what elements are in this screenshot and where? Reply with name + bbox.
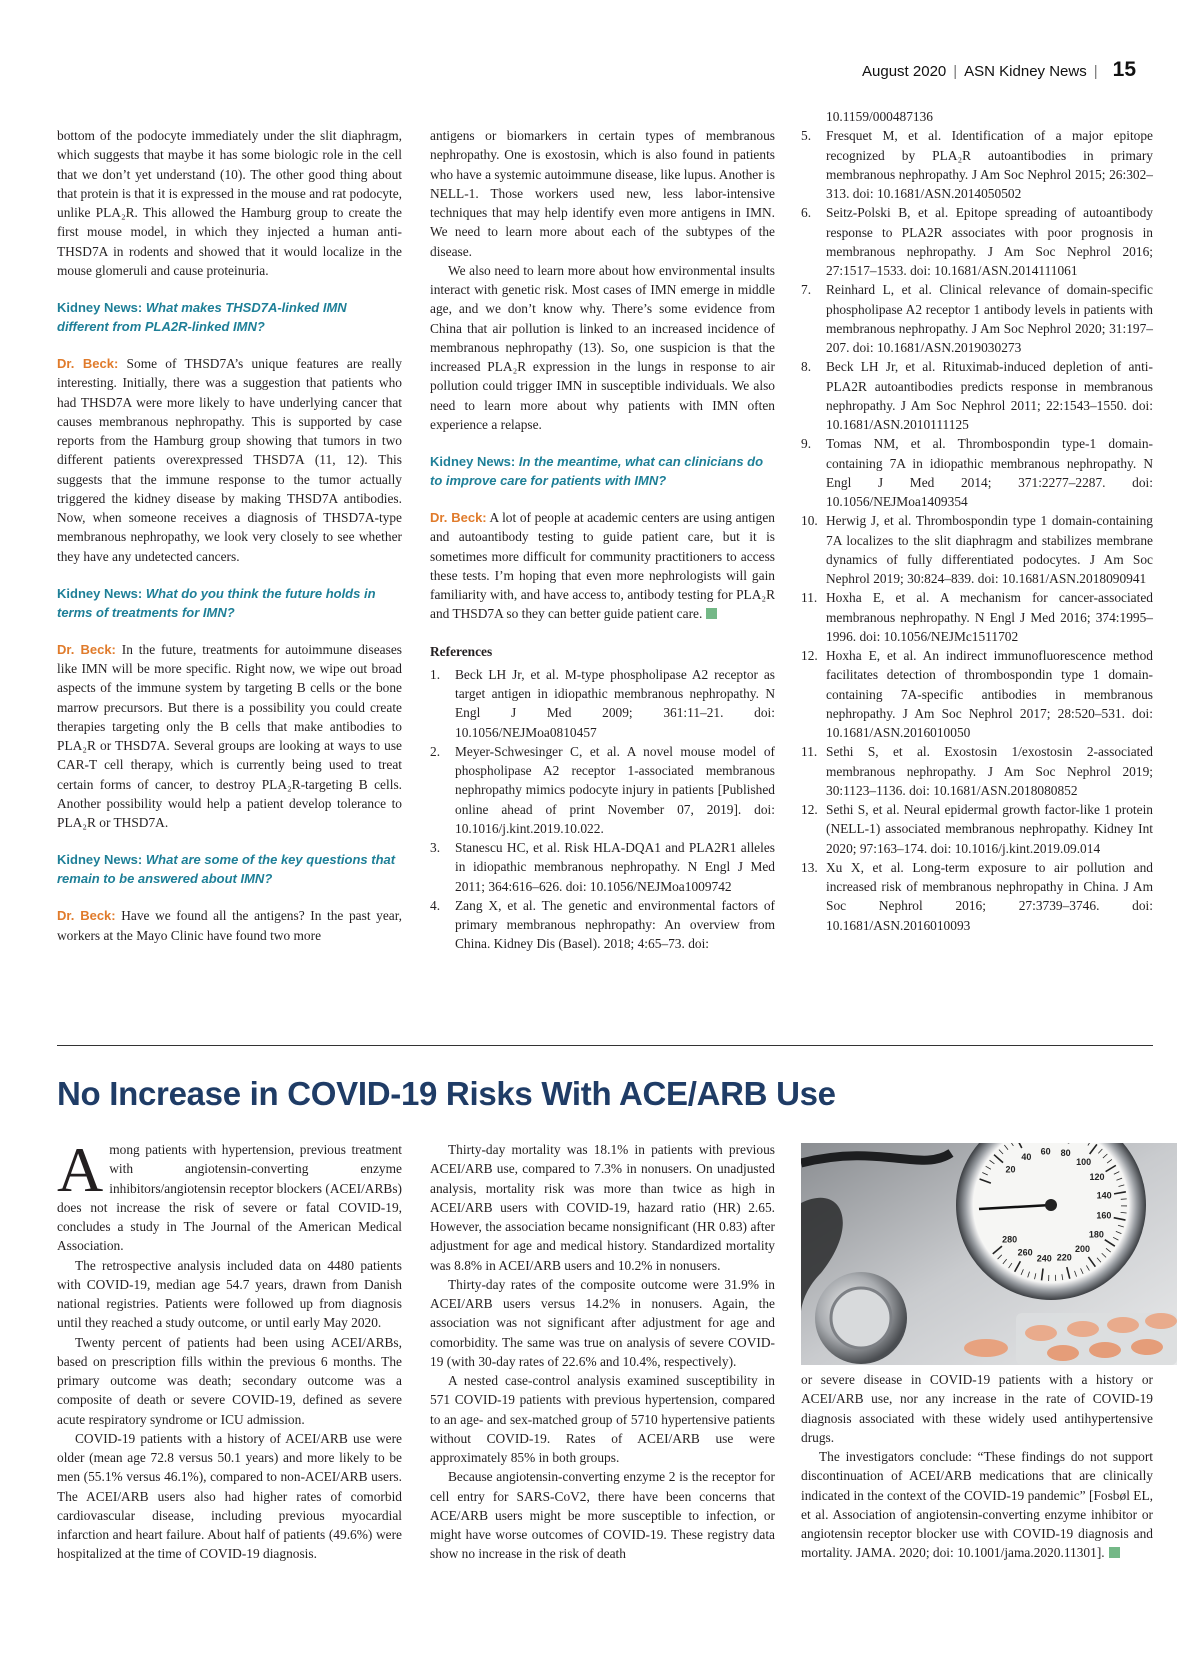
gauge-label: 60 — [1040, 1146, 1051, 1157]
gauge-label: 120 — [1089, 1171, 1105, 1182]
reference-item — [430, 838, 775, 896]
reference-continuation: 10.1159/000487136 — [826, 109, 934, 124]
speaker-label: Dr. Beck: — [57, 356, 119, 371]
reference-number: 1. — [430, 666, 441, 682]
references-list-part-1 — [430, 665, 775, 954]
reference-text: Herwig J, et al. Thrombospondin type 1 domain-containing 7A localizes to the slit diaphragm and stabilizes membrane dynamics of fully differentiated podocytes. J Am Soc Nephrol 2019; 30:824–839. doi: 10.1681/ASN.2018090941 — [826, 513, 1153, 586]
body-paragraph: Thirty-day mortality was 18.1% in patients with previous ACEI/ARB use, compared to 7.3% in nonusers. On unadjusted analysis, mortality risk was more than twice as high in ACEI/ARB users with COVID-19, hazard ratio (HR) 2.65. However, the association became nonsignificant (HR 0.83) after adjustment for age and medical history. Standardized mortality was 8.8% in ACEI/ARB users and 10.2% in nonusers. — [430, 1142, 775, 1273]
reference-number: 4. — [430, 897, 441, 913]
reference-item — [801, 203, 1153, 280]
references-list-part-2 — [801, 126, 1153, 935]
interview-question — [57, 584, 402, 622]
reference-item — [801, 126, 1153, 203]
lead-paragraph — [57, 1134, 402, 1256]
reference-number: 12. — [801, 648, 818, 663]
question-text: What do you think the future holds in terms of treatments for IMN? — [57, 585, 376, 620]
reference-text: Hoxha E, et al. A mechanism for cancer-associated membranous nephropathy. N Engl J Med 2016; 374:1995–1996. doi: 10.1056/NEJMc1511702 — [826, 590, 1153, 644]
question-prefix: Kidney News: — [57, 585, 143, 601]
page-header — [862, 58, 1136, 82]
pill — [1131, 1339, 1163, 1355]
reference-item — [801, 280, 1153, 357]
interview-answer — [57, 640, 402, 833]
question-prefix: Kidney News: — [57, 852, 143, 868]
reference-number: 12. — [801, 802, 818, 817]
reference-number: 6. — [801, 205, 812, 221]
reference-text: Meyer-Schwesinger C, et al. A novel mouse model of phospholipase A2 receptor 1-associated membranous nephropathy mimics podocyte injury in patients [Published online ahead of print November 07, 2019]. doi: 10.1016/j.kint.2019.10.022. — [455, 743, 775, 836]
article1-column-2 — [430, 126, 775, 954]
question-prefix: Kidney News: — [57, 300, 143, 315]
pill — [1107, 1317, 1139, 1333]
reference-number: 9. — [801, 436, 812, 452]
interview-answer — [430, 508, 775, 624]
reference-item — [801, 357, 1153, 434]
body-paragraph: Thirty-day rates of the composite outcome were 31.9% in ACEI/ARB users versus 14.2% in nonusers. Again, the association was not significant after adjustment for age and comorbidity. The same was true on analysis of severe COVID-19 (with 30-day rates of 22.6% and 10.4%, respectively). — [430, 1276, 775, 1369]
article1-column-3 — [801, 109, 1153, 935]
reference-item — [430, 896, 775, 954]
answer-text: Have we found all the antigens? In the past year, workers at the Mayo Clinic have found two more — [57, 908, 402, 943]
gauge-label: 100 — [1076, 1156, 1092, 1167]
gauge-label: 40 — [1021, 1151, 1032, 1162]
question-text: What makes THSD7A-linked IMN different from PLA2R-linked IMN? — [57, 300, 347, 334]
answer-text: A lot of people at academic centers are using antigen and autoantibody testing to guide patient care, but it is sometimes more difficult for community practitioners to access these tests. I’m hoping that even more nephrologists will gain familiarity with, and have access to, antibody testing for PLA₂R and THSD7A so they can better guide patient care. — [430, 510, 775, 622]
gauge-hub — [1045, 1199, 1057, 1211]
body-paragraph: Twenty percent of patients had been using ACEI/ARBs, based on prescription fills within the previous 6 months. The primary outcome was death; secondary outcome was a composite of death or severe COVID-19, defined as severe acute respiratory syndrome or ICU admission. — [57, 1334, 402, 1427]
article-title: No Increase in COVID-19 Risks With ACE/ARB Use — [57, 1075, 836, 1112]
header-separator: | — [1093, 63, 1098, 80]
conclusion-text: The investigators conclude: “These findings do not support discontinuation of ACEI/ARB medications that are clinically indicated in the context of the COVID-19 pandemic” [Fosbøl EL, et al. Association of angiotensin-converting enzyme inhibitor or angiotensin receptor blocker use with COVID-19 diagnosis and mortality. JAMA. 2020; doi: 10.1001/jama.2020.11301]. — [801, 1449, 1153, 1561]
reference-number: 8. — [801, 359, 812, 375]
interview-question — [57, 850, 402, 888]
speaker-label: Dr. Beck: — [57, 641, 116, 657]
article2-column-3 — [801, 1370, 1153, 1563]
answer-text: Some of THSD7A’s unique features are really interesting. Initially, there was a suggestion that patients who had THSD7A were more likely to have underlying cancer that causes membranous nephropathy. This is supported by case reports from the Hamburg group showing that tumors in two different patients overexpressed THSD7A (11, 12). This suggests that the immune response to the tumor actually triggered the kidney disease by making THSD7A antibodies. Now, when someone receives a diagnosis of THSD7A-type membranous nephropathy, we look very closely to see whether they have any undetected cancers. — [57, 356, 402, 564]
gauge-label: 140 — [1096, 1190, 1112, 1201]
article1-column-1 — [57, 126, 402, 945]
interview-question — [57, 298, 402, 336]
section-divider — [57, 1045, 1153, 1046]
reference-text: Beck LH Jr, et al. M-type phospholipase A2 receptor as target antigen in idiopathic membranous nephropathy. N Engl J Med 2009; 361:11–21. doi: 10.1056/NEJMoa0810457 — [455, 666, 775, 740]
body-paragraph: The retrospective analysis included data on 4480 patients with COVID-19, median age 54.7 years, drawn from Danish national registries. Patients were followed up from diagnosis until they reached a study outcome, or until early May 2020. — [57, 1257, 402, 1331]
reference-text: Beck LH Jr, et al. Rituximab-induced depletion of anti-PLA2R autoantibodies predicts response in membranous nephropathy. J Am Soc Nephrol 2011; 22:1543–1550. doi: 10.1681/ASN.2010111125 — [826, 359, 1153, 432]
reference-item — [801, 858, 1153, 935]
page-number: 15 — [1112, 58, 1136, 81]
lead-text: mong patients with hypertension, previous treatment with angiotensin-converting enzyme inhibitors/angiotensin receptor blockers (ACEI/ARBs) does not increase the risk of severe or fatal COVID-19, concludes a study in The Journal of the American Medical Association. — [57, 1142, 402, 1254]
reference-item — [801, 646, 1153, 742]
pill — [1145, 1313, 1177, 1329]
body-paragraph: or severe disease in COVID-19 patients with a history or ACEI/ARB use, nor any increase in the rate of COVID-19 diagnosis associated with these widely used antihypertensive drugs. — [801, 1372, 1153, 1445]
interview-question — [430, 452, 775, 490]
body-paragraph: We also need to learn more about how environmental insults interact with genetic risk. Most cases of IMN emerge in middle age, and we don’t know why. There’s some evidence from China that air pollution is linked to an increased incidence of membranous nephropathy (13). So, one suspicion is that the increased PLA₂R expression in the lungs in response to air pollution could trigger IMN in susceptible individuals. We also need to learn more about why patients with IMN often experience a relapse. — [430, 262, 775, 432]
drop-cap: A — [57, 1134, 104, 1205]
reference-number: 11. — [801, 744, 818, 760]
reference-text: Seitz-Polski B, et al. Epitope spreading of autoantibody response to PLA2R associates with poor prognosis in membranous nephropathy. J Am Soc Nephrol 2016; 27:1517–1533. doi: 10.1681/ASN.2014111061 — [826, 205, 1153, 278]
gauge-label: 20 — [1005, 1164, 1016, 1175]
gauge-label: 220 — [1056, 1252, 1072, 1263]
gauge-label: 280 — [1002, 1234, 1018, 1245]
reference-number: 5. — [801, 128, 812, 144]
reference-text: Sethi S, et al. Neural epidermal growth factor-like 1 protein (NELL-1) associated membranous nephropathy. Kidney Int 2020; 97:163–174. doi: 10.1016/j.kint.2019.09.014 — [826, 802, 1153, 856]
gauge-label: 180 — [1088, 1229, 1104, 1240]
reference-item — [430, 665, 775, 742]
reference-text: Xu X, et al. Long-term exposure to air pollution and increased risk of membranous nephropathy in China. J Am Soc Nephrol 2016; 27:3739–3746. doi: 10.1681/ASN.2016010093 — [826, 859, 1153, 933]
end-of-article-mark — [1109, 1547, 1120, 1558]
body-paragraph: Because angiotensin-converting enzyme 2 is the receptor for cell entry for SARS-CoV2, there have been concerns that ACE/ARB users might be more susceptible to infection, or might have worse outcomes of COVID-19. These registry data show no increase in the risk of death — [430, 1469, 775, 1562]
reference-text: Zang X, et al. The genetic and environmental factors of primary membranous nephropathy: An overview from China. Kidney Dis (Basel). 2018; 4:65–73. doi: — [455, 897, 775, 952]
references-heading: References — [430, 643, 493, 659]
reference-text: Fresquet M, et al. Identification of a major epitope recognized by PLA₂R autoantibodies in primary membranous nephropathy. J Am Soc Nephrol 2015; 26:302–313. doi: 10.1681/ASN.2014050502 — [826, 128, 1153, 201]
speaker-label: Dr. Beck: — [57, 908, 116, 924]
gauge-label: 80 — [1060, 1148, 1071, 1159]
stethoscope-diaphragm — [831, 1288, 891, 1348]
body-paragraph: bottom of the podocyte immediately under the slit diaphragm, which suggests that maybe it has some biologic role in the cell that we don’t yet understand (10). The other good thing about that protein is that it is expressed in the mouse and rat podocyte, unlike PLA₂R. This allowed the Hamburg group to create the first mouse model, in which they injected a human anti-THSD7A in rodents and showed that it would localize in the mouse glomeruli and cause proteinuria. — [57, 128, 402, 278]
gauge-label: 160 — [1096, 1210, 1112, 1221]
reference-number: 3. — [430, 840, 441, 855]
photo-blood-pressure-gauge — [801, 1143, 1177, 1365]
gauge-label: 260 — [1017, 1247, 1033, 1258]
reference-item — [801, 434, 1153, 511]
reference-text: Sethi S, et al. Exostosin 1/exostosin 2-associated membranous nephropathy. J Am Soc Nephrol 2019; 30:1123–1136. doi: 10.1681/ASN.2018080852 — [826, 744, 1153, 798]
header-separator: | — [953, 63, 958, 80]
end-of-article-mark — [706, 608, 717, 619]
body-paragraph: COVID-19 patients with a history of ACEI/ARB use were older (mean age 72.8 versus 50.1 years) and more likely to be men (55.1% versus 46.1%), compared to non-ACEI/ARB users. The ACEI/ARB users also had higher rates of comorbid cardiovascular disease, including previous myocardial infarction and heart failure. About half of patients (49.6%) were hospitalized at the time of COVID-19 diagnosis. — [57, 1430, 402, 1562]
issue-date: August 2020 — [862, 63, 947, 80]
question-text: In the meantime, what can clinicians do to improve care for patients with IMN? — [430, 454, 764, 488]
reference-text: Hoxha E, et al. An indirect immunofluorescence method facilitates detection of thrombospondin type 1 domain-containing 7A-specific antibodies in membranous nephropathy. J Am Soc Nephrol 2017; 28:520–531. doi: 10.1681/ASN.2016010050 — [826, 648, 1153, 740]
gauge-label: 200 — [1075, 1243, 1091, 1254]
reference-text: Stanescu HC, et al. Risk HLA-DQA1 and PLA2R1 alleles in idiopathic membranous nephropathy. N Engl J Med 2011; 364:616–626. doi: 10.1056/NEJMoa1009742 — [455, 840, 775, 894]
reference-item — [801, 742, 1153, 800]
reference-text: Reinhard L, et al. Clinical relevance of domain-specific phospholipase A2 receptor 1 antibody levels in patients with membranous nephropathy. J Am Soc Nephrol 2020; 31:197–207. doi: 10.1681/ASN.2019030273 — [826, 282, 1153, 355]
reference-number: 13. — [801, 859, 818, 875]
body-paragraph — [801, 1447, 1153, 1563]
reference-number: 11. — [801, 590, 818, 606]
speaker-label: Dr. Beck: — [430, 510, 487, 525]
question-prefix: Kidney News: — [430, 454, 516, 469]
reference-item — [430, 742, 775, 838]
pill — [1089, 1342, 1121, 1358]
body-paragraph: A nested case-control analysis examined susceptibility in 571 COVID-19 patients with previous hypertension, compared to an age- and sex-matched group of 5710 hypertensive patients without COVID-19. Rates of ACEI/ARB use were approximately 85% in both groups. — [430, 1373, 775, 1465]
gauge-label: 240 — [1036, 1253, 1052, 1264]
reference-number: 7. — [801, 282, 812, 298]
reference-number: 10. — [801, 513, 818, 529]
reference-item — [801, 800, 1153, 858]
reference-item — [801, 511, 1153, 588]
reference-item — [801, 588, 1153, 646]
pill — [1047, 1345, 1079, 1361]
interview-answer — [57, 354, 402, 566]
pill — [964, 1339, 1008, 1357]
reference-number: 2. — [430, 743, 441, 759]
pill — [1067, 1321, 1099, 1337]
article2-column-1 — [57, 1134, 402, 1564]
pill — [1025, 1325, 1057, 1341]
body-paragraph: antigens or biomarkers in certain types of membranous nephropathy. One is exostosin, which is also found in patients who have a systemic autoimmune disease, like lupus. Another is NELL-1. Those workers used new, less labor-intensive techniques that may help identify even more antigens in IMN. We need to learn more about each of the subtypes of the disease. — [430, 128, 775, 259]
publication-name: ASN Kidney News — [964, 63, 1087, 80]
question-text: What are some of the key questions that remain to be answered about IMN? — [57, 852, 396, 887]
interview-answer — [57, 906, 402, 945]
answer-text: In the future, treatments for autoimmune diseases like IMN will be more specific. Right now, we wipe out broad aspects of the immune system by targeting B cells or the bone marrow precursors. But there is a possibility you could create therapies targeting only the B cells that make antibodies to PLA₂R or THSD7A. Several groups are looking at ways to use CAR-T cell therapy, which is currently being used to treat certain forms of cancer, to destroy PLA₂R-targeting B cells. Another possibility would help a patient develop tolerance to PLA₂R or THSD7A. — [57, 641, 402, 830]
article2-column-2 — [430, 1140, 775, 1564]
reference-text: Tomas NM, et al. Thrombospondin type-1 domain-containing 7A in idiopathic membranous nephropathy. N Engl J Med 2014; 371:2277–2287. doi: 10.1056/NEJMoa1409354 — [826, 436, 1153, 509]
